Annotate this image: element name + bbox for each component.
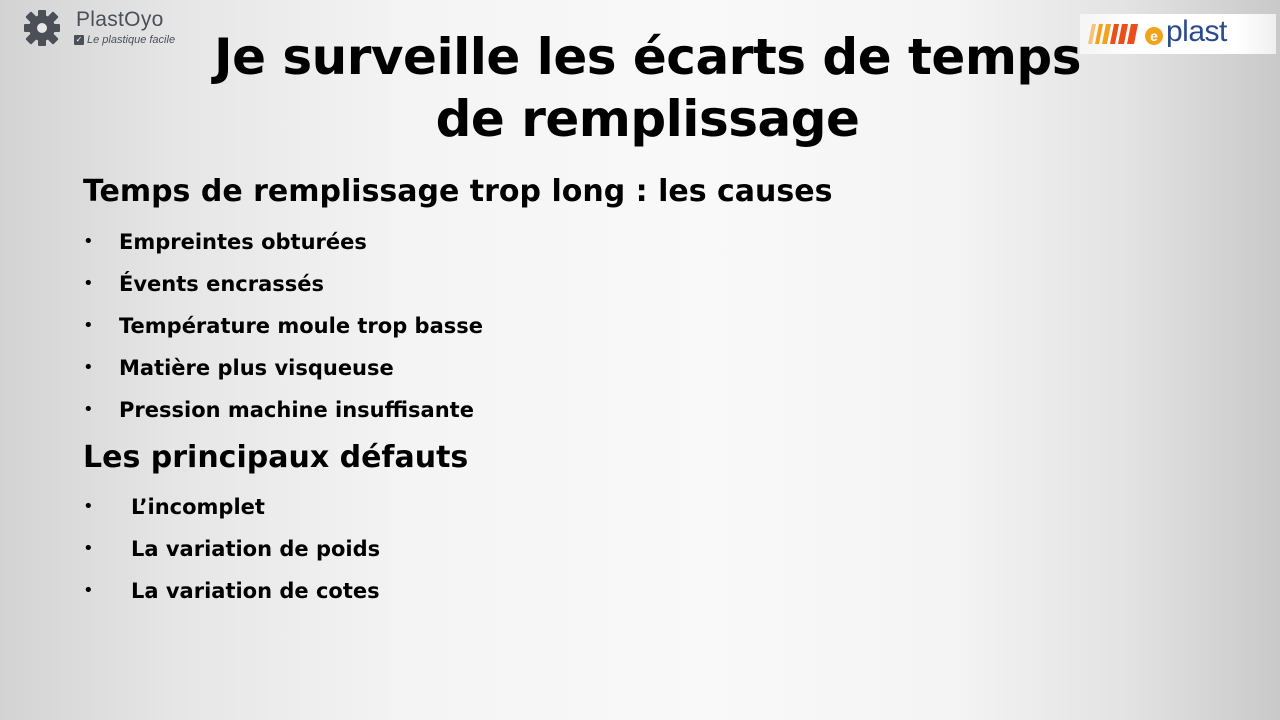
list-item-text: Matière plus visqueuse bbox=[119, 356, 394, 380]
logo-tagline-text: Le plastique facile bbox=[87, 34, 176, 46]
bullet-icon: • bbox=[83, 273, 94, 294]
list-item-text: Évents encrassés bbox=[119, 272, 324, 296]
weplast-wordmark: plast bbox=[1166, 15, 1227, 48]
slide-title: Je surveille les écarts de temps de remplissage bbox=[214, 28, 1081, 148]
section-heading-causes: Temps de remplissage trop long : les causes bbox=[83, 174, 833, 209]
logo-tagline bbox=[74, 34, 175, 46]
bullet-icon: • bbox=[83, 538, 94, 559]
section-heading-defauts: Les principaux défauts bbox=[83, 440, 469, 475]
gear-icon bbox=[20, 8, 70, 48]
list-item-text: La variation de cotes bbox=[131, 579, 380, 603]
checkbox-icon: ✓ bbox=[75, 35, 83, 44]
list-item-text: Pression machine insuffisante bbox=[119, 398, 474, 422]
list-item-text: Température moule trop basse bbox=[119, 314, 483, 338]
logo-brand-name: PlastOyo bbox=[76, 8, 164, 31]
bullet-icon: • bbox=[83, 315, 94, 336]
weplast-logo bbox=[1080, 14, 1276, 54]
list-item-text: Empreintes obturées bbox=[119, 230, 367, 254]
bullet-icon: • bbox=[83, 231, 94, 252]
list-item-text: L’incomplet bbox=[131, 495, 265, 519]
bullet-icon: • bbox=[83, 496, 94, 517]
list-item-text: La variation de poids bbox=[131, 537, 381, 561]
svg-text:e: e bbox=[1150, 28, 1158, 44]
bullet-icon: • bbox=[83, 580, 94, 601]
bullet-icon: • bbox=[83, 357, 94, 378]
bullet-icon: • bbox=[83, 399, 94, 420]
